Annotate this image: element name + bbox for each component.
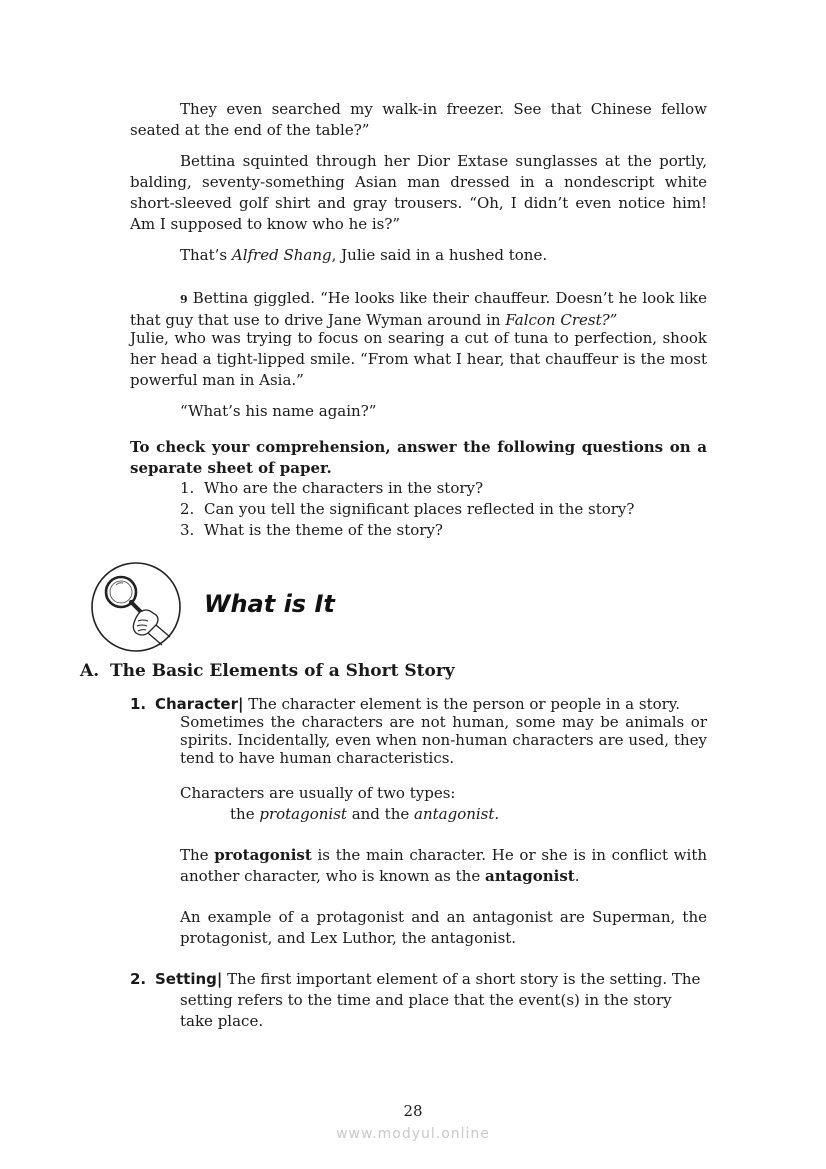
question-number: 3. xyxy=(180,521,195,539)
story-paragraph-5: Julie, who was trying to focus on searing a cut of tuna to perfection, shook her head a tight-lipped smile. “From what I hear, that chauffeur is the most powerful man in Asia.” xyxy=(130,329,707,389)
question-number: 1. xyxy=(180,479,195,497)
question-number: 2. xyxy=(180,500,195,518)
text-run: The character element is the person or people in a story. xyxy=(243,695,681,713)
watermark: www.modyul.online xyxy=(336,1126,490,1142)
setting-description: setting refers to the time and place that the event(s) in the story take place. xyxy=(180,991,672,1030)
question-text: Who are the characters in the story? xyxy=(204,479,484,497)
list-item xyxy=(180,499,707,520)
protagonist-definition xyxy=(180,845,707,887)
text-run: Bettina giggled. “He looks like their chauffeur. Doesn’t he look like that guy that use to drive Jane Wyman around in xyxy=(130,289,707,329)
term-antagonist: antagonist xyxy=(484,867,575,885)
text-run: That’s xyxy=(180,246,232,264)
character-name: Alfred Shang xyxy=(231,246,332,264)
term-antagonist: antagonist. xyxy=(414,805,500,823)
section-title: What is It xyxy=(204,590,335,618)
text-run: and the xyxy=(346,805,415,823)
character-types-intro: Characters are usually of two types: xyxy=(180,784,456,802)
magnifying-glass-icon xyxy=(90,561,182,653)
text-run: The xyxy=(180,846,215,864)
character-example: An example of a protagonist and an antagonist are Superman, the protagonist, and Lex Luthor, the antagonist. xyxy=(180,908,707,947)
heading-letter: A. xyxy=(80,661,100,681)
item-number: 2. xyxy=(130,970,147,988)
character-description: Sometimes the characters are not human, some may be animals or spirits. Incidentally, even when non-human characters are used, they tend to have human characteristics. xyxy=(180,713,707,767)
setting-term: Setting| xyxy=(155,970,223,988)
setting-heading xyxy=(130,969,707,990)
story-paragraph-1: They even searched my walk-in freezer. See that Chinese fellow seated at the end of the table?” xyxy=(130,100,707,139)
character-term: Character| xyxy=(155,695,244,713)
character-types xyxy=(230,804,707,825)
item-number: 1. xyxy=(130,695,147,713)
list-item xyxy=(180,478,707,499)
story-paragraph-3 xyxy=(130,245,707,266)
section-heading xyxy=(80,661,455,681)
term-protagonist: protagonist xyxy=(214,846,312,864)
story-paragraph-2: Bettina squinted through her Dior Extase sunglasses at the portly, balding, seventy-something Asian man dressed in a nondescript white short-sleeved golf shirt and gray trousers. “Oh, I didn’t even notice him! Am I supposed to know who he is?” xyxy=(130,152,707,233)
story-paragraph-4 xyxy=(130,288,707,331)
question-text: Can you tell the significant places reflected in the story? xyxy=(204,500,635,518)
question-list xyxy=(180,478,707,541)
question-text: What is the theme of the story? xyxy=(204,521,443,539)
comprehension-instruction: To check your comprehension, answer the following questions on a separate sheet of paper. xyxy=(130,438,707,477)
list-item xyxy=(180,520,707,541)
term-protagonist: protagonist xyxy=(259,805,347,823)
text-run: is the main character. He or she is in conflict with another character, who is known as the xyxy=(180,846,708,885)
show-title: Falcon Crest?” xyxy=(505,311,618,329)
text-run: The first important element of a short story is the setting. The xyxy=(222,970,701,988)
heading-text: The Basic Elements of a Short Story xyxy=(110,661,455,681)
story-paragraph-6: “What’s his name again?” xyxy=(180,402,377,420)
text-run: the xyxy=(230,805,260,823)
text-run: . xyxy=(574,867,580,885)
text-run: , Julie said in a hushed tone. xyxy=(331,246,548,264)
paragraph-marker: 9 xyxy=(180,293,188,306)
character-heading xyxy=(130,695,707,713)
page-number: 28 xyxy=(403,1102,423,1120)
